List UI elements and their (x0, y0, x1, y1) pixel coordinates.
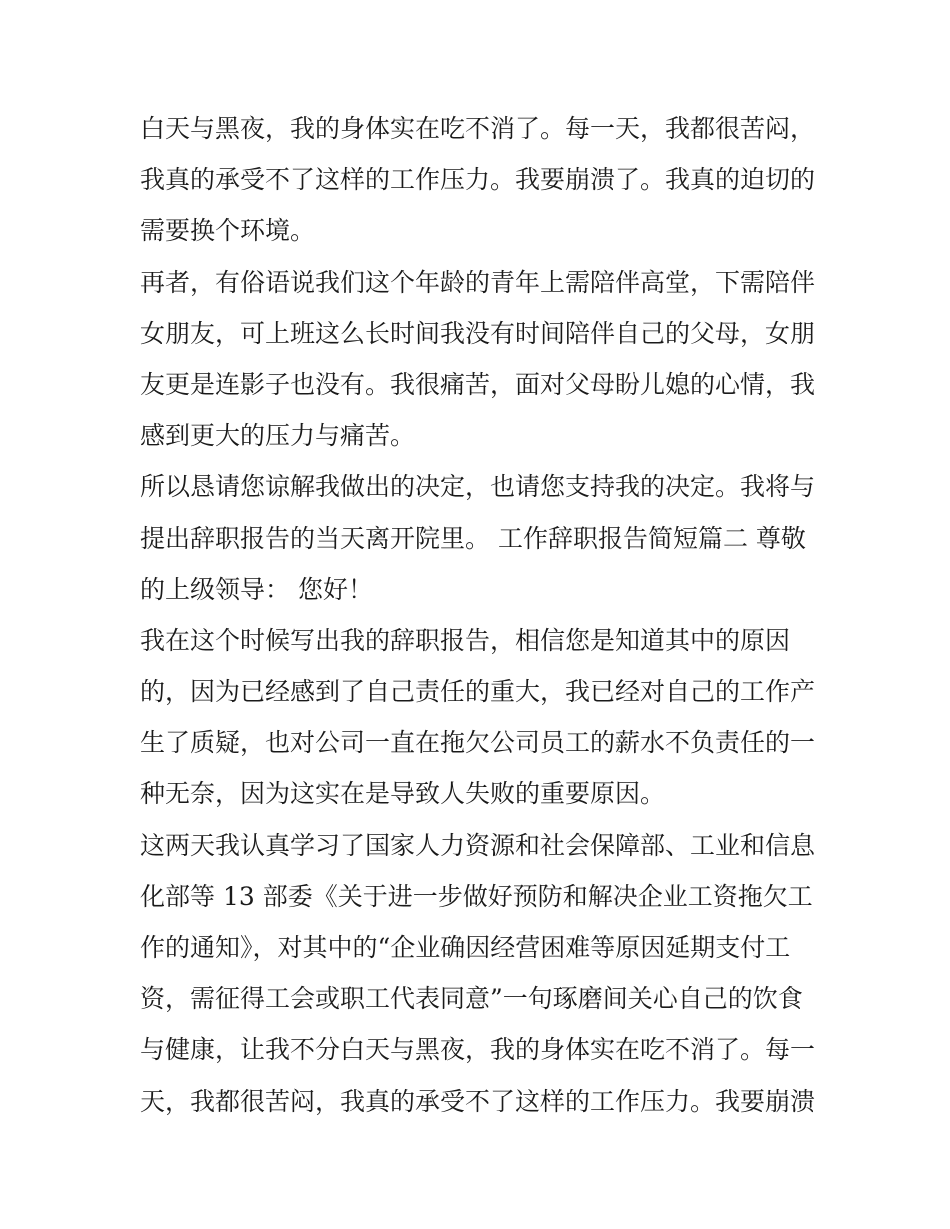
text-line: 这两天我认真学习了国家人力资源和社会保障部、工业和信息 (140, 830, 816, 860)
text-line: 化部等 13 部委《关于进一步做好预防和解决企业工资拖欠工 (140, 881, 813, 911)
text-line: 的上级领导： 您好！ (140, 574, 373, 604)
text-line: 白天与黑夜，我的身体实在吃不消了。每一天，我都很苦闷， (140, 114, 816, 143)
text-line: 生了质疑，也对公司一直在拖欠公司员工的薪水不负责任的一 (140, 728, 816, 758)
text-line: 作的通知》，对其中的“企业确因经营困难等原因延期支付工 (140, 933, 791, 962)
text-line: 我在这个时候写出我的辞职报告，相信您是知道其中的原因 (140, 625, 791, 655)
text-line: 与健康，让我不分白天与黑夜，我的身体实在吃不消了。每一 (140, 1035, 816, 1065)
text-line: 友更是连影子也没有。我很痛苦，面对父母盼儿媳的心情，我 (140, 369, 816, 399)
text-line: 女朋友，可上班这么长时间我没有时间陪伴自己的父母，女朋 (140, 318, 816, 348)
text-line: 的，因为已经感到了自己责任的重大，我已经对自己的工作产 (140, 677, 816, 707)
text-line: 再者，有俗语说我们这个年龄的青年上需陪伴高堂，下需陪伴 (140, 267, 816, 297)
text-line: 需要换个环境。 (140, 216, 316, 246)
text-line: 所以恳请您谅解我做出的决定，也请您支持我的决定。我将与 (140, 472, 816, 502)
text-line: 资，需征得工会或职工代表同意”一句琢磨间关心自己的饮食 (140, 984, 803, 1014)
document-body (140, 103, 820, 1127)
text-line: 我真的承受不了这样的工作压力。我要崩溃了。我真的迫切的 (140, 165, 816, 195)
text-line: 感到更大的压力与痛苦。 (140, 421, 416, 451)
text-line: 种无奈，因为这实在是导致人失败的重要原因。 (140, 779, 666, 809)
text-line: 提出辞职报告的当天离开院里。 工作辞职报告简短篇二 尊敬 (140, 523, 806, 553)
text-line: 天，我都很苦闷，我真的承受不了这样的工作压力。我要崩溃 (140, 1086, 816, 1116)
